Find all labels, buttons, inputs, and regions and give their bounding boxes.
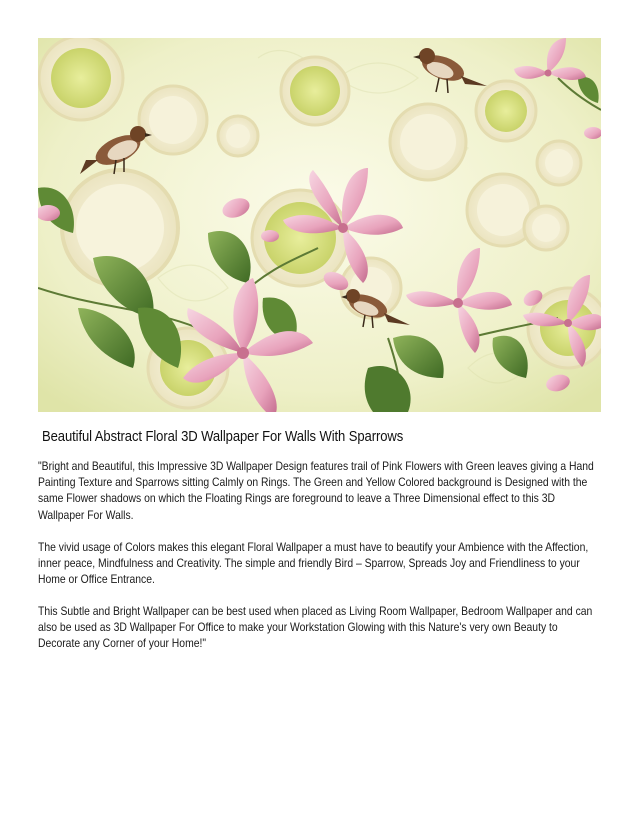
ring xyxy=(218,116,258,156)
paragraph-usage: This Subtle and Bright Wallpaper can be best used when placed as Living Room Wallpaper, Bedroom Wallpaper and can also be used as 3D Wallpaper For Office to make your Workstation Glowing with this Nature's very own Beauty to Decorate any Corner of your Home!" xyxy=(38,605,593,651)
paragraph-colors: The vivid usage of Colors makes this elegant Floral Wallpaper a must have to beautify your Ambience with the Affection, inner peace, Mindfulness and Creativity. The simple and friendly Bird – Sparrow, Spreads Joy and Friendliness to your Home or Office Entrance. xyxy=(38,541,589,587)
wallpaper-image xyxy=(38,38,601,412)
ring xyxy=(139,86,207,154)
ring xyxy=(39,38,123,120)
ring xyxy=(281,57,349,125)
ring xyxy=(476,81,536,141)
ring xyxy=(390,104,466,180)
ring xyxy=(537,141,581,185)
floral-wallpaper-illustration xyxy=(38,38,601,412)
paragraph-description: "Bright and Beautiful, this Impressive 3D Wallpaper Design features trail of Pink Flowers with Green leaves giving a Hand Painting Texture and Sparrows sitting Calmly on Rings. The Green and Yellow Colored background is Designed with the same Flower shadows on which the Floating Rings are foreground to leave a Three Dimensional effect to this 3D Wallpaper For Walls. xyxy=(38,460,594,522)
ring xyxy=(524,206,568,250)
article-title: Beautiful Abstract Floral 3D Wallpaper For Walls With Sparrows xyxy=(42,429,404,445)
